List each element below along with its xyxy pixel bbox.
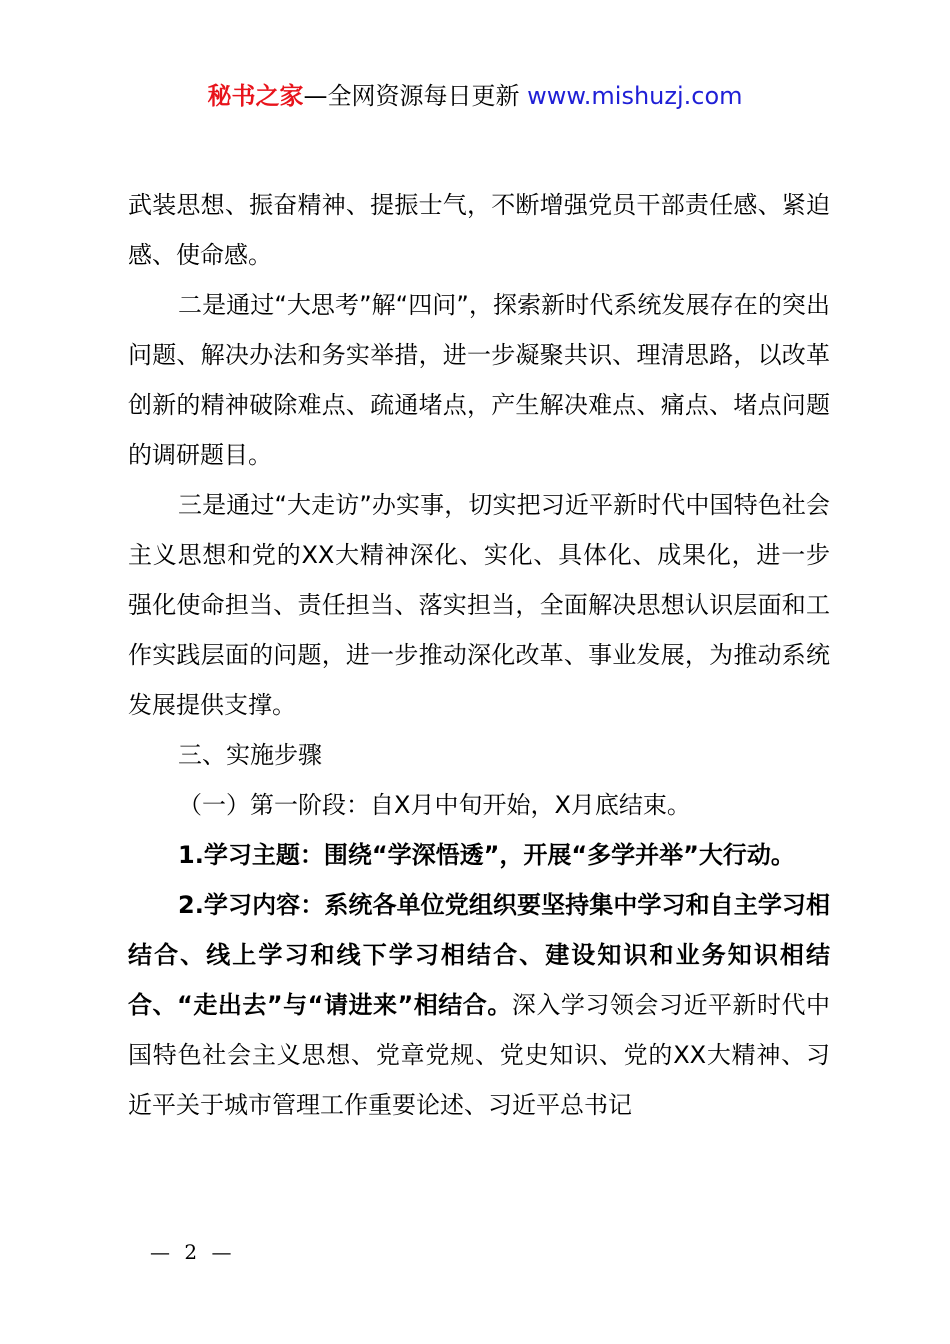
document-body <box>128 180 830 1130</box>
item-study-content <box>128 880 830 1130</box>
header-tagline: —全网资源每日更新 <box>303 82 520 110</box>
item-study-theme: 1.学习主题：围绕“学深悟透”，开展“多学并举”大行动。 <box>178 841 795 869</box>
brand-name: 秘书之家 <box>207 82 304 110</box>
section-heading-steps: 三、实施步骤 <box>178 741 322 769</box>
subsection-heading-phase-1: （一）第一阶段：自X月中旬开始，X月底结束。 <box>178 791 691 819</box>
item-study-content-text: 深入学习领会习近平新时代中国特色社会主义思想、党章党规、党史知识、党的XX大精神、习近平关于城市管理工作重要论述、习近平总书记 <box>128 991 831 1119</box>
item-study-content-bold: 2.学习内容：系统各单位党组织要坚持集中学习和自主学习相结合、线上学习和线下学习相结合、建设知识和业务知识相结合、“走出去”与“请进来”相结合。 <box>128 891 830 1019</box>
paragraph-1: 武装思想、振奋精神、提振士气，不断增强党员干部责任感、紧迫感、使命感。 <box>128 191 830 269</box>
site-url-link[interactable]: www.mishuzj.com <box>527 82 743 110</box>
paragraph-3: 三是通过“大走访”办实事，切实把习近平新时代中国特色社会主义思想和党的XX大精神深化、实化、具体化、成果化，进一步强化使命担当、责任担当、落实担当，全面解决思想认识层面和工作实践层面的问题，进一步推动深化改革、事业发展，为推动系统发展提供支撑。 <box>128 491 830 719</box>
paragraph-2: 二是通过“大思考”解“四问”，探索新时代系统发展存在的突出问题、解决办法和务实举措，进一步凝聚共识、理清思路，以改革创新的精神破除难点、疏通堵点，产生解决难点、痛点、堵点问题的调研题目。 <box>128 291 830 469</box>
site-header <box>0 80 950 112</box>
page-number: — 2 — <box>150 1240 236 1264</box>
